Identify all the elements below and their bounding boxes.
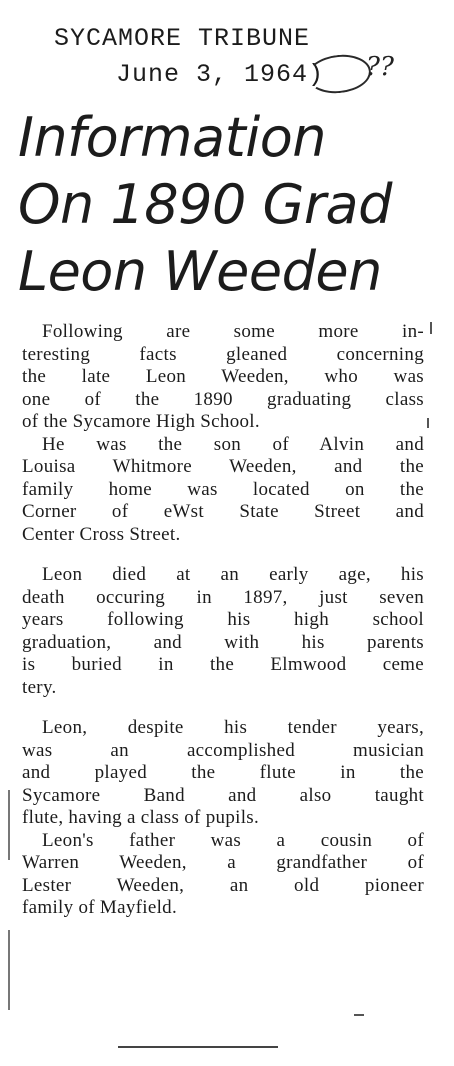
text-line: Warren Weeden, a grandfather of <box>22 852 424 873</box>
text-line: family of Mayfield. <box>22 897 178 918</box>
text-line: Louisa Whitmore Weeden, and the <box>22 456 424 477</box>
scan-speck <box>427 418 429 428</box>
text-line: teresting facts gleaned concerning <box>22 343 424 365</box>
text-line: Leon's father was a cousin of <box>42 829 424 851</box>
end-rule <box>118 1046 278 1048</box>
text-line: Sycamore Band and also taught <box>22 784 424 806</box>
newspaper-name: SYCAMORE TRIBUNE <box>54 24 311 53</box>
scan-edge-mark <box>8 790 10 860</box>
scan-edge-mark <box>8 930 10 1010</box>
text-line: death occuring in 1897, just seven <box>22 586 424 608</box>
text-line: one of the 1890 graduating class <box>22 388 424 410</box>
text-line: family home was located on the <box>22 478 424 500</box>
text-line: He was the son of Alvin and <box>42 433 424 455</box>
text-line: Lester Weeden, an old pioneer <box>22 874 424 896</box>
text-line: Leon died at an early age, his <box>42 564 424 585</box>
handwritten-question-marks: ?? <box>366 52 394 82</box>
text-line: of the Sycamore High School. <box>22 411 260 432</box>
article-headline <box>18 104 438 305</box>
text-line: the late Leon Weeden, who was <box>22 366 424 387</box>
text-line: Leon, despite his tender years, <box>42 717 424 738</box>
publication-date: June 3, 1964) <box>116 60 325 89</box>
text-line: Corner of eWst State Street and <box>22 501 424 522</box>
paragraph-2 <box>22 434 424 547</box>
text-line: is buried in the Elmwood ceme <box>22 654 424 675</box>
paragraph-1 <box>22 321 424 434</box>
text-line: was an accomplished musician <box>22 739 424 761</box>
text-line: Following are some more in- <box>42 321 424 342</box>
scan-speck <box>430 322 432 334</box>
headline-line-3: Leon Weeden <box>18 240 382 303</box>
paragraph-4 <box>22 717 424 830</box>
text-line: flute, having a class of pupils. <box>22 807 260 828</box>
text-line: years following his high school <box>22 609 424 630</box>
headline-line-2: On 1890 Grad <box>18 173 392 236</box>
text-line: and played the flute in the <box>22 762 424 783</box>
text-line: Center Cross Street. <box>22 523 181 545</box>
text-line: graduation, and with his parents <box>22 631 424 653</box>
headline-line-1: Information <box>18 106 327 169</box>
paragraph-5 <box>22 830 424 920</box>
paragraph-3 <box>22 564 424 699</box>
scan-speck <box>354 1014 364 1016</box>
text-line: tery. <box>22 676 57 698</box>
article-body <box>22 321 424 920</box>
